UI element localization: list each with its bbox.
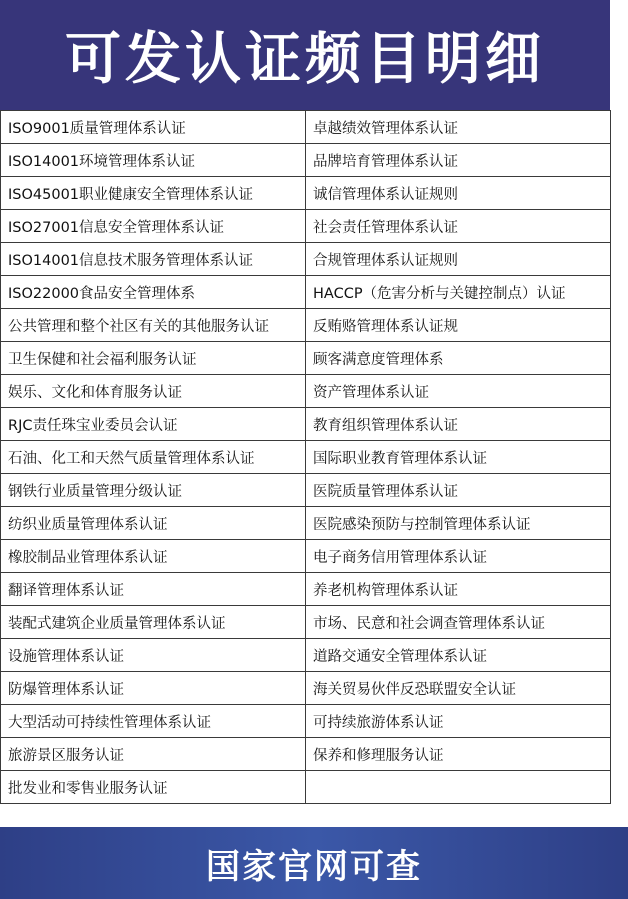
cert-item-right: 道路交通安全管理体系认证 xyxy=(306,639,611,672)
certification-table-body xyxy=(1,111,611,804)
cert-item-left: 大型活动可持续性管理体系认证 xyxy=(1,705,306,738)
table-row xyxy=(1,705,611,738)
cert-item-right: 养老机构管理体系认证 xyxy=(306,573,611,606)
cert-item-right: 电子商务信用管理体系认证 xyxy=(306,540,611,573)
cert-item-left: 钢铁行业质量管理分级认证 xyxy=(1,474,306,507)
cert-item-left: ISO9001质量管理体系认证 xyxy=(1,111,306,144)
cert-item-left: RJC责任珠宝业委员会认证 xyxy=(1,408,306,441)
cert-item-right: 医院感染预防与控制管理体系认证 xyxy=(306,507,611,540)
table-row xyxy=(1,309,611,342)
table-row xyxy=(1,210,611,243)
cert-item-left: 装配式建筑企业质量管理体系认证 xyxy=(1,606,306,639)
table-row xyxy=(1,639,611,672)
table-row xyxy=(1,111,611,144)
table-row xyxy=(1,144,611,177)
cert-item-right: 社会责任管理体系认证 xyxy=(306,210,611,243)
table-row xyxy=(1,606,611,639)
cert-item-right: 教育组织管理体系认证 xyxy=(306,408,611,441)
cert-item-left: ISO45001职业健康安全管理体系认证 xyxy=(1,177,306,210)
cert-item-right xyxy=(306,771,611,804)
cert-item-left: 旅游景区服务认证 xyxy=(1,738,306,771)
cert-item-left: 防爆管理体系认证 xyxy=(1,672,306,705)
table-row xyxy=(1,342,611,375)
table-row xyxy=(1,507,611,540)
cert-item-right: 海关贸易伙伴反恐联盟安全认证 xyxy=(306,672,611,705)
cert-item-right: 市场、民意和社会调查管理体系认证 xyxy=(306,606,611,639)
header-banner xyxy=(0,0,610,110)
table-row xyxy=(1,771,611,804)
cert-item-left: 橡胶制品业管理体系认证 xyxy=(1,540,306,573)
cert-item-left: 翻译管理体系认证 xyxy=(1,573,306,606)
table-row xyxy=(1,408,611,441)
cert-item-right: HACCP（危害分析与关键控制点）认证 xyxy=(306,276,611,309)
table-row xyxy=(1,672,611,705)
table-row xyxy=(1,177,611,210)
cert-item-left: ISO14001环境管理体系认证 xyxy=(1,144,306,177)
table-row xyxy=(1,540,611,573)
cert-item-right: 品牌培育管理体系认证 xyxy=(306,144,611,177)
table-row xyxy=(1,474,611,507)
cert-item-left: ISO22000食品安全管理体系 xyxy=(1,276,306,309)
cert-item-right: 医院质量管理体系认证 xyxy=(306,474,611,507)
cert-item-right: 诚信管理体系认证规则 xyxy=(306,177,611,210)
cert-item-right: 国际职业教育管理体系认证 xyxy=(306,441,611,474)
cert-item-left: 公共管理和整个社区有关的其他服务认证 xyxy=(1,309,306,342)
cert-item-right: 保养和修理服务认证 xyxy=(306,738,611,771)
table-row xyxy=(1,375,611,408)
table-row xyxy=(1,738,611,771)
table-row xyxy=(1,276,611,309)
footer-title: 国家官网可查 xyxy=(206,846,422,887)
table-row xyxy=(1,243,611,276)
cert-item-left: 纺织业质量管理体系认证 xyxy=(1,507,306,540)
page-title: 可发认证频目明细 xyxy=(65,26,545,92)
cert-item-left: 设施管理体系认证 xyxy=(1,639,306,672)
cert-item-right: 卓越绩效管理体系认证 xyxy=(306,111,611,144)
table-row xyxy=(1,573,611,606)
cert-item-right: 反贿赂管理体系认证规 xyxy=(306,309,611,342)
cert-item-right: 顾客满意度管理体系 xyxy=(306,342,611,375)
cert-item-left: ISO14001信息技术服务管理体系认证 xyxy=(1,243,306,276)
cert-item-left: 娱乐、文化和体育服务认证 xyxy=(1,375,306,408)
cert-item-left: 卫生保健和社会福利服务认证 xyxy=(1,342,306,375)
certification-table xyxy=(0,110,611,804)
cert-item-left: 批发业和零售业服务认证 xyxy=(1,771,306,804)
table-row xyxy=(1,441,611,474)
cert-item-right: 可持续旅游体系认证 xyxy=(306,705,611,738)
footer-banner xyxy=(0,827,628,899)
cert-item-right: 合规管理体系认证规则 xyxy=(306,243,611,276)
cert-item-left: ISO27001信息安全管理体系认证 xyxy=(1,210,306,243)
cert-item-right: 资产管理体系认证 xyxy=(306,375,611,408)
cert-item-left: 石油、化工和天然气质量管理体系认证 xyxy=(1,441,306,474)
